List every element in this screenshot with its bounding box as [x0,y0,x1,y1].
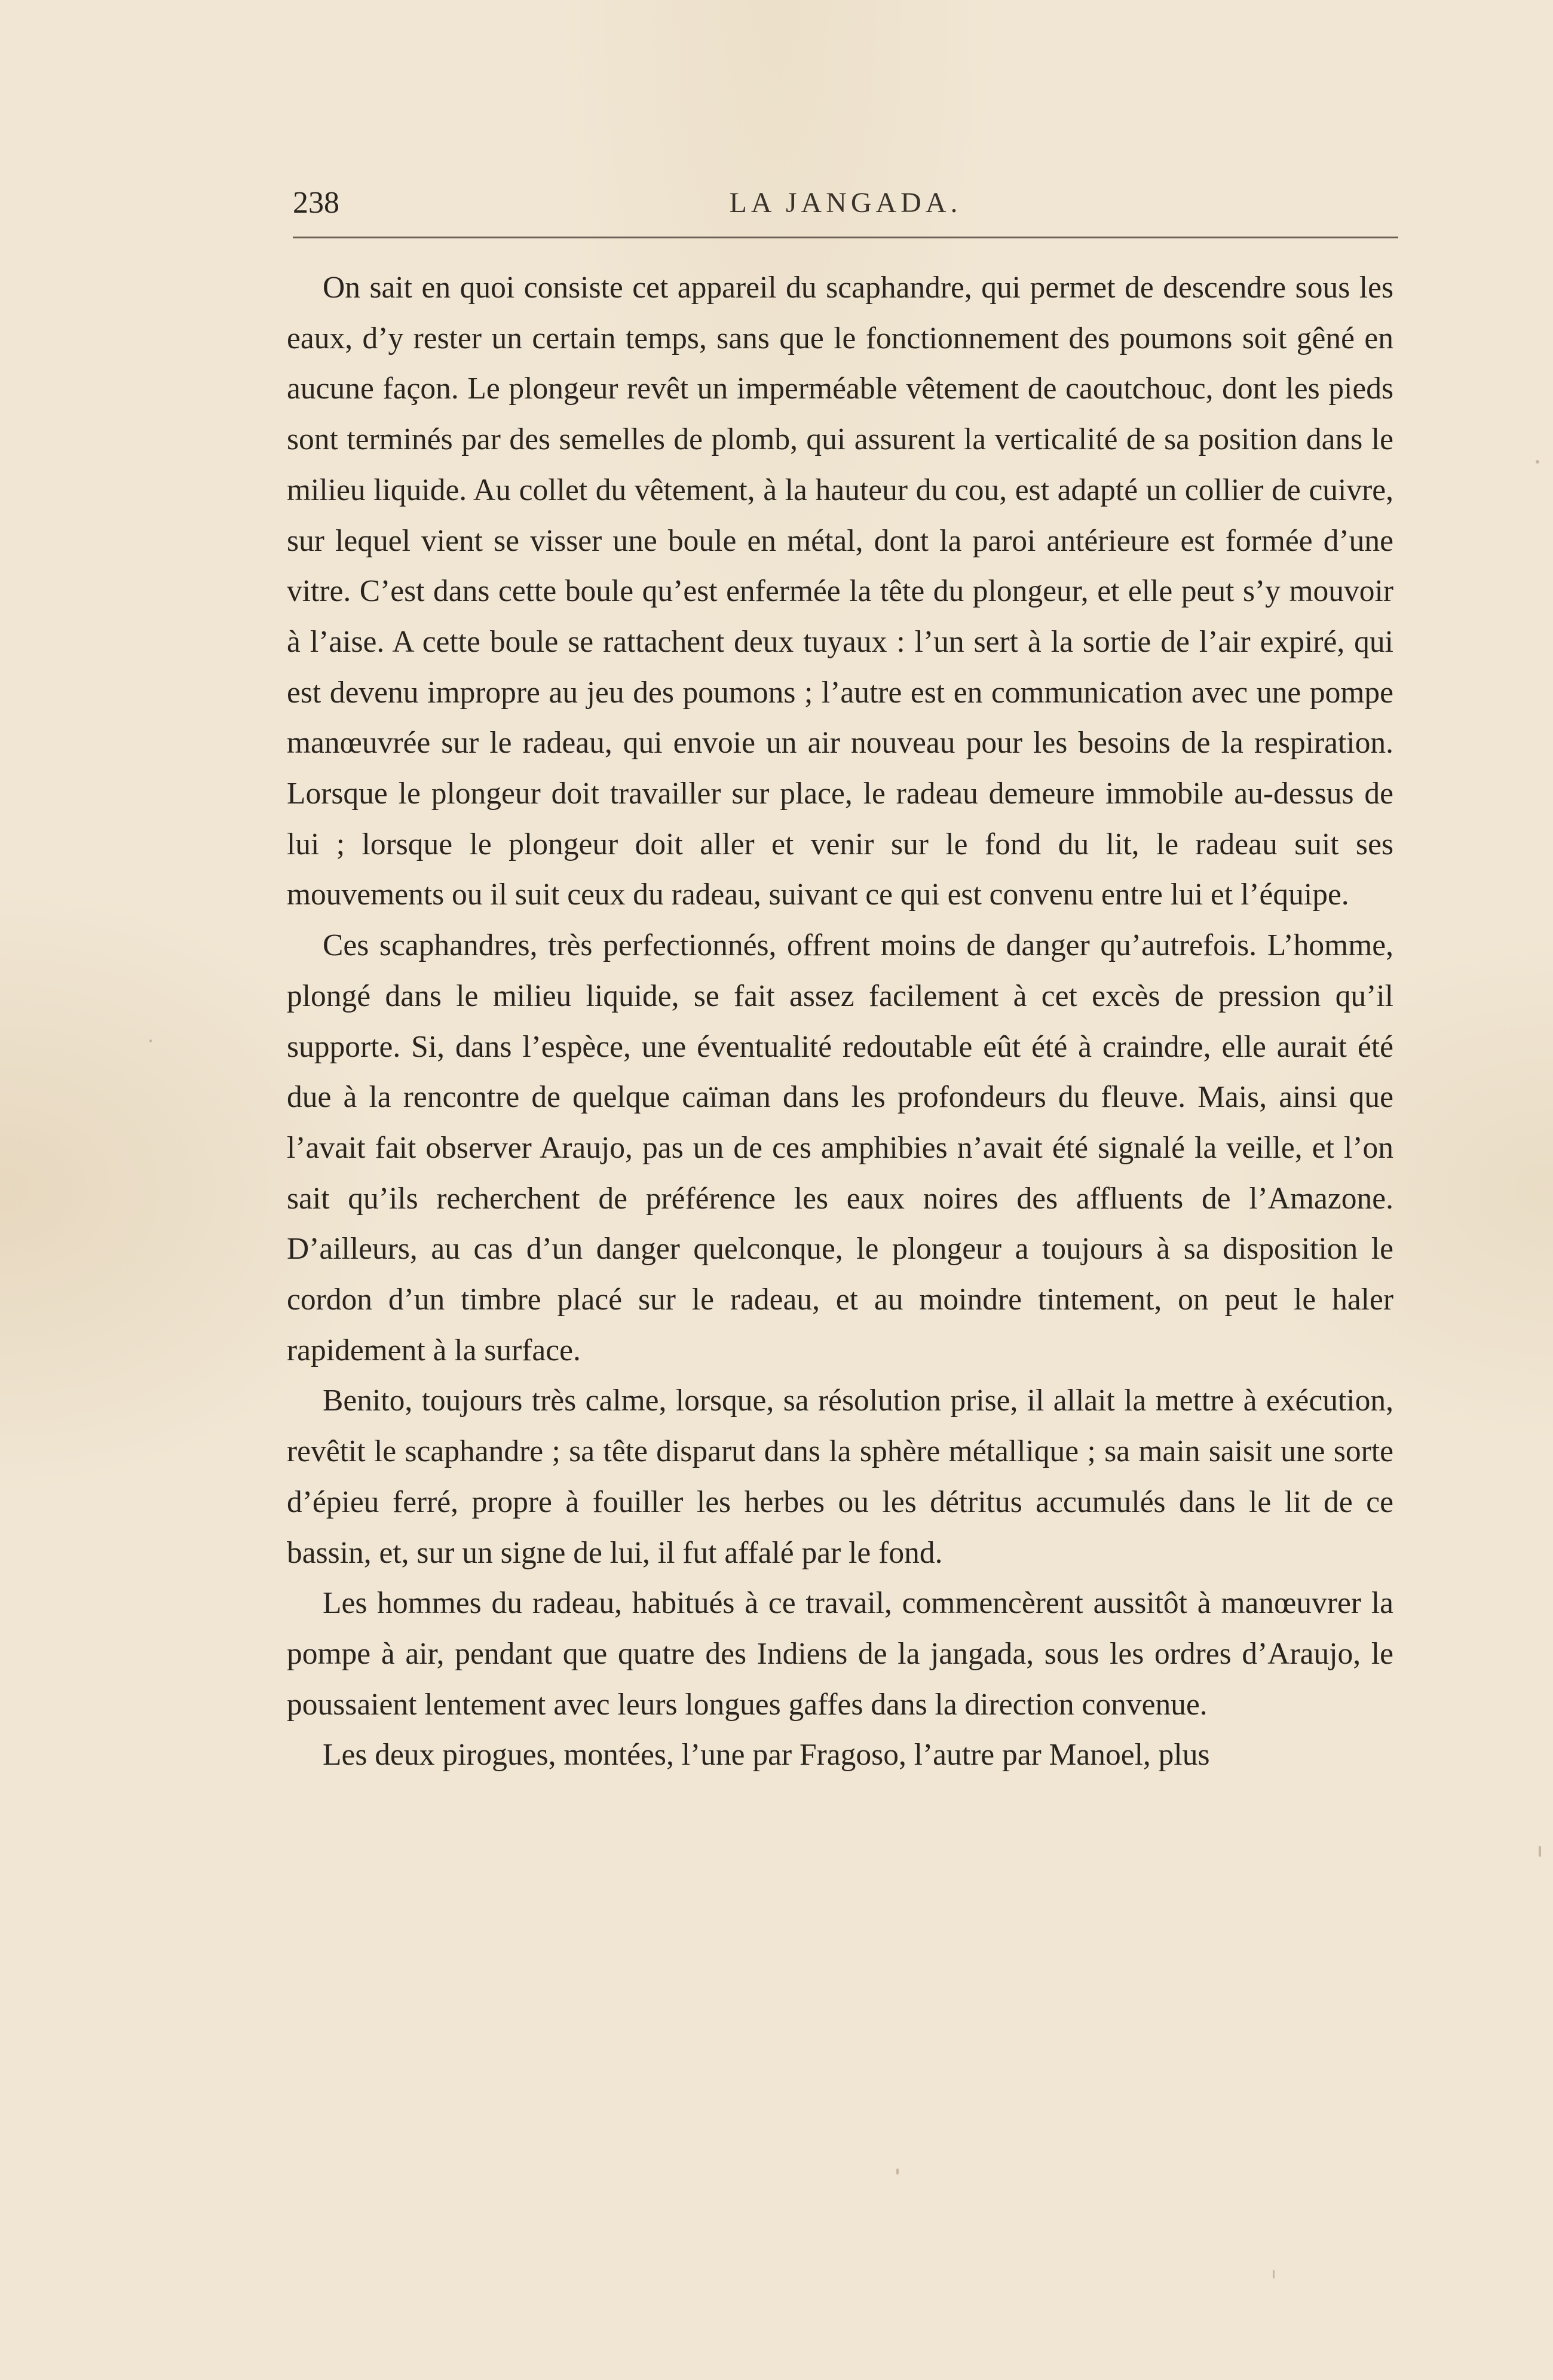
paragraph-2: Ces scaphandres, très perfectionnés, offrent moins de danger qu’autrefois. L’homme, plongé dans le milieu liquide, se fait assez facilement à cet excès de pression qu’il supporte. Si, dans l’espèce, une éventualité redoutable eût été à craindre, elle aurait été due à la rencontre de quelque caïman dans les profondeurs du fleuve. Mais, ainsi que l’avait fait observer Araujo, pas un de ces amphibies n’avait été signalé la veille, et l’on sait qu’ils recherchent de préférence les eaux noires des affluents de l’Amazone. D’ailleurs, au cas d’un danger quelconque, le plongeur a toujours à sa disposition le cordon d’un timbre placé sur le radeau, et au moindre tintement, on peut le haler rapidement à la surface. [287,928,1393,1367]
body-text [287,263,1393,1781]
page-number: 238 [293,186,339,220]
paragraph-3: Benito, toujours très calme, lorsque, sa résolution prise, il allait la mettre à exécution, revêtit le scaphandre ; sa tête disparut dans la sphère métallique ; sa main saisit une sorte d’épieu ferré, propre à fouiller les herbes ou les détritus accumulés dans le lit de ce bassin, et, sur un signe de lui, il fut affalé par le fond. [287,1384,1393,1570]
paper-speck [149,1039,152,1042]
paper-speck [1273,2270,1275,2278]
page-header [293,179,1398,227]
paragraph-5: Les deux pirogues, montées, l’une par Fragoso, l’autre par Manoel, plus [323,1738,1210,1772]
paragraph-1: On sait en quoi consiste cet appareil du scaphandre, qui permet de descendre sous les eaux, d’y rester un certain temps, sans que le fonctionnement des poumons soit gêné en aucune façon. Le plongeur revêt un imperméable vêtement de caoutchouc, dont les pieds sont terminés par des semelles de plomb, qui assurent la verticalité de sa position dans le milieu liquide. Au collet du vêtement, à la hauteur du cou, est adapté un collier de cuivre, sur lequel vient se visser une boule en métal, dont la paroi antérieure est formée d’une vitre. C’est dans cette boule qu’est enfermée la tête du plongeur, et elle peut s’y mouvoir à l’aise. A cette boule se rattachent deux tuyaux : l’un sert à la sortie de l’air expiré, qui est devenu impropre au jeu des poumons ; l’autre est en communication avec une pompe manœuvrée sur le radeau, qui envoie un air nouveau pour les besoins de la respiration. Lorsque le plongeur doit travailler sur place, le radeau demeure immobile au-dessus de lui ; lorsque le plongeur doit aller et venir sur le fond du lit, le radeau suit ses mouvements ou il suit ceux du radeau, suivant ce qui est convenu entre lui et l’équipe. [287,271,1393,912]
paragraph-4: Les hommes du radeau, habitués à ce travail, commencèrent aussitôt à manœuvrer la pompe à air, pendant que quatre des Indiens de la jangada, sous les ordres d’Araujo, le poussaient lentement avec leurs longues gaffes dans la direction convenue. [287,1586,1393,1722]
paper-speck [896,2169,899,2174]
running-title: LA JANGADA. [729,187,962,219]
paper-speck [1539,1846,1541,1857]
header-rule [293,237,1398,238]
paper-speck [1536,460,1539,464]
